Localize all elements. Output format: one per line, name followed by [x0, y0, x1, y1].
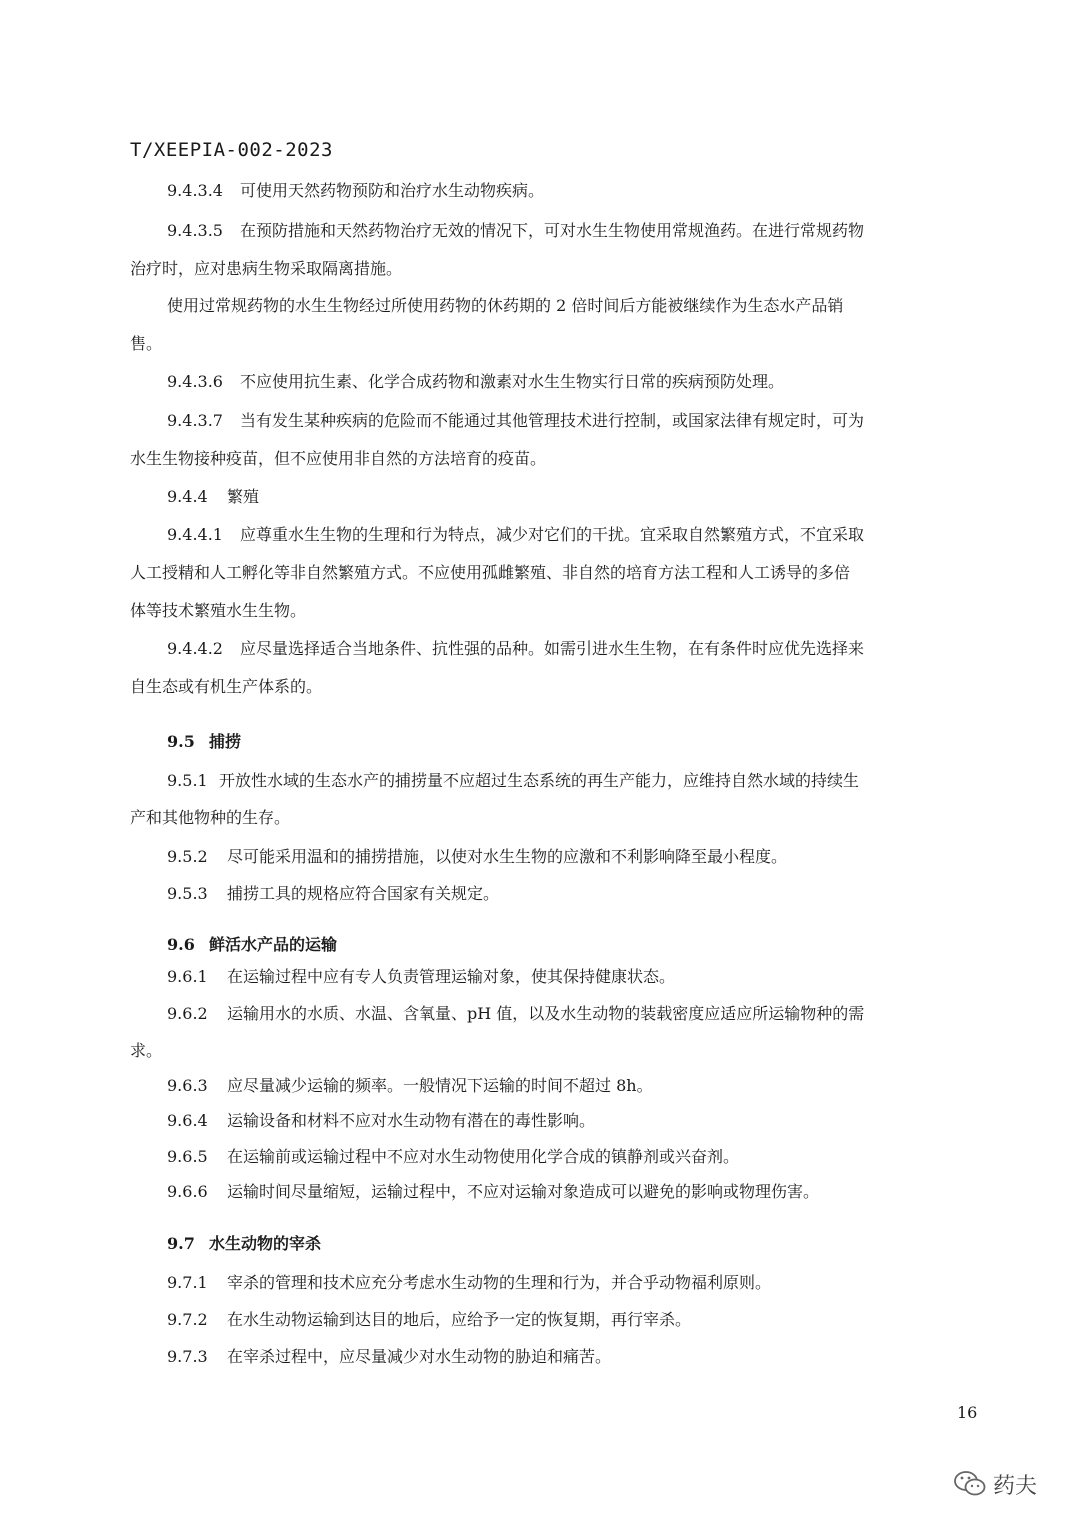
clause-text: 应尽量选择适合当地条件、抗性强的品种。如需引进水生生物，在有条件时应优先选择来	[240, 639, 865, 658]
clause-9-4-3-5	[167, 221, 864, 241]
clause-text: 在宰杀过程中，应尽量减少对水生动物的胁迫和痛苦。	[227, 1347, 612, 1366]
clause-number: 9.4.4	[167, 487, 208, 506]
clause-9-7-2	[167, 1310, 691, 1330]
clause-9-6-1	[167, 967, 675, 987]
section-heading-9-6	[167, 935, 337, 955]
clause-9-5-1	[167, 771, 859, 791]
text-line: 售。	[130, 334, 163, 353]
watermark-text: 药夫	[993, 1473, 1038, 1499]
clause-text: 应尊重水生生物的生理和行为特点，减少对它们的干扰。宜采取自然繁殖方式，不宜采取	[240, 525, 865, 544]
section-number: 9.7	[167, 1234, 195, 1253]
clause-text: 在水生动物运输到达目的地后，应给予一定的恢复期，再行宰杀。	[227, 1310, 692, 1329]
clause-text: 应尽量减少运输的频率。一般情况下运输的时间不超过 8h。	[227, 1076, 653, 1095]
text-line: 体等技术繁殖水生生物。	[130, 601, 307, 620]
clause-text: 开放性水域的生态水产的捕捞量不应超过生态系统的再生产能力，应维持自然水域的持续生	[219, 771, 860, 790]
clause-text: 尽可能采用温和的捕捞措施，以使对水生生物的应激和不利影响降至最小程度。	[227, 847, 788, 866]
clause-text: 繁殖	[227, 487, 260, 506]
clause-number: 9.4.3.5	[167, 221, 223, 240]
clause-text: 在预防措施和天然药物治疗无效的情况下，可对水生生物使用常规渔药。在进行常规药物	[240, 221, 865, 240]
clause-9-4-3-6	[167, 372, 784, 392]
clause-9-6-3	[167, 1076, 653, 1096]
clause-text: 在运输过程中应有专人负责管理运输对象，使其保持健康状态。	[227, 967, 676, 986]
section-title: 捕捞	[209, 732, 242, 751]
clause-number: 9.7.2	[167, 1310, 208, 1329]
clause-9-6-6	[167, 1182, 819, 1202]
standard-code: T/XEEPIA-002-2023	[130, 139, 333, 161]
clause-text: 在运输前或运输过程中不应对水生动物使用化学合成的镇静剂或兴奋剂。	[227, 1147, 740, 1166]
clause-number: 9.4.4.1	[167, 525, 223, 544]
clause-number: 9.6.3	[167, 1076, 208, 1095]
clause-9-6-2	[167, 1004, 864, 1024]
clause-9-6-5	[167, 1147, 739, 1167]
text-line: 治疗时，应对患病生物采取隔离措施。	[130, 259, 403, 278]
clause-number: 9.4.4.2	[167, 639, 223, 658]
clause-9-5-3	[167, 884, 499, 904]
section-number: 9.6	[167, 935, 195, 954]
clause-number: 9.4.3.4	[167, 181, 223, 200]
clause-text: 捕捞工具的规格应符合国家有关规定。	[227, 884, 500, 903]
page-number: 16	[957, 1403, 978, 1422]
clause-text: 可使用天然药物预防和治疗水生动物疾病。	[240, 181, 545, 200]
clause-number: 9.7.1	[167, 1273, 208, 1292]
text-line: 产和其他物种的生存。	[130, 808, 291, 827]
section-heading-9-7	[167, 1234, 321, 1254]
section-title: 鲜活水产品的运输	[209, 935, 338, 954]
clause-number: 9.6.1	[167, 967, 208, 986]
clause-9-5-2	[167, 847, 787, 867]
clause-9-4-4-1	[167, 525, 864, 545]
clause-number: 9.7.3	[167, 1347, 208, 1366]
text-line: 人工授精和人工孵化等非自然繁殖方式。不应使用孤雌繁殖、非自然的培育方法工程和人工诱导的多倍	[130, 563, 851, 582]
clause-9-4-4-2	[167, 639, 864, 659]
section-heading-9-5	[167, 732, 241, 752]
clause-text: 运输时间尽量缩短，运输过程中，不应对运输对象造成可以避免的影响或物理伤害。	[227, 1182, 820, 1201]
clause-text: 不应使用抗生素、化学合成药物和激素对水生生物实行日常的疾病预防处理。	[240, 372, 785, 391]
section-number: 9.5	[167, 732, 195, 751]
clause-9-7-1	[167, 1273, 771, 1293]
clause-text: 运输设备和材料不应对水生动物有潜在的毒性影响。	[227, 1111, 596, 1130]
clause-number: 9.6.2	[167, 1004, 208, 1023]
clause-number: 9.6.4	[167, 1111, 208, 1130]
clause-9-4-4	[167, 487, 259, 507]
clause-number: 9.6.5	[167, 1147, 208, 1166]
text-line: 使用过常规药物的水生生物经过所使用药物的休药期的 2 倍时间后方能被继续作为生态水产品销	[167, 296, 844, 315]
clause-number: 9.4.3.7	[167, 411, 223, 430]
clause-text: 宰杀的管理和技术应充分考虑水生动物的生理和行为，并合乎动物福利原则。	[227, 1273, 772, 1292]
watermark	[953, 1467, 1037, 1501]
clause-9-4-3-4	[167, 181, 544, 201]
text-line: 水生生物接种疫苗，但不应使用非自然的方法培育的疫苗。	[130, 449, 547, 468]
clause-number: 9.5.3	[167, 884, 208, 903]
clause-text: 运输用水的水质、水温、含氧量、pH 值，以及水生动物的装载密度应适应所运输物种的需	[227, 1004, 865, 1023]
clause-number: 9.5.1	[167, 771, 208, 790]
text-line: 自生态或有机生产体系的。	[130, 677, 323, 696]
clause-number: 9.6.6	[167, 1182, 208, 1201]
clause-text: 当有发生某种疾病的危险而不能通过其他管理技术进行控制，或国家法律有规定时，可为	[240, 411, 865, 430]
clause-9-6-4	[167, 1111, 595, 1131]
wechat-icon	[953, 1469, 987, 1499]
section-title: 水生动物的宰杀	[209, 1234, 322, 1253]
clause-number: 9.5.2	[167, 847, 208, 866]
clause-9-7-3	[167, 1347, 611, 1367]
clause-number: 9.4.3.6	[167, 372, 223, 391]
text-line: 求。	[130, 1041, 163, 1060]
clause-9-4-3-7	[167, 411, 864, 431]
